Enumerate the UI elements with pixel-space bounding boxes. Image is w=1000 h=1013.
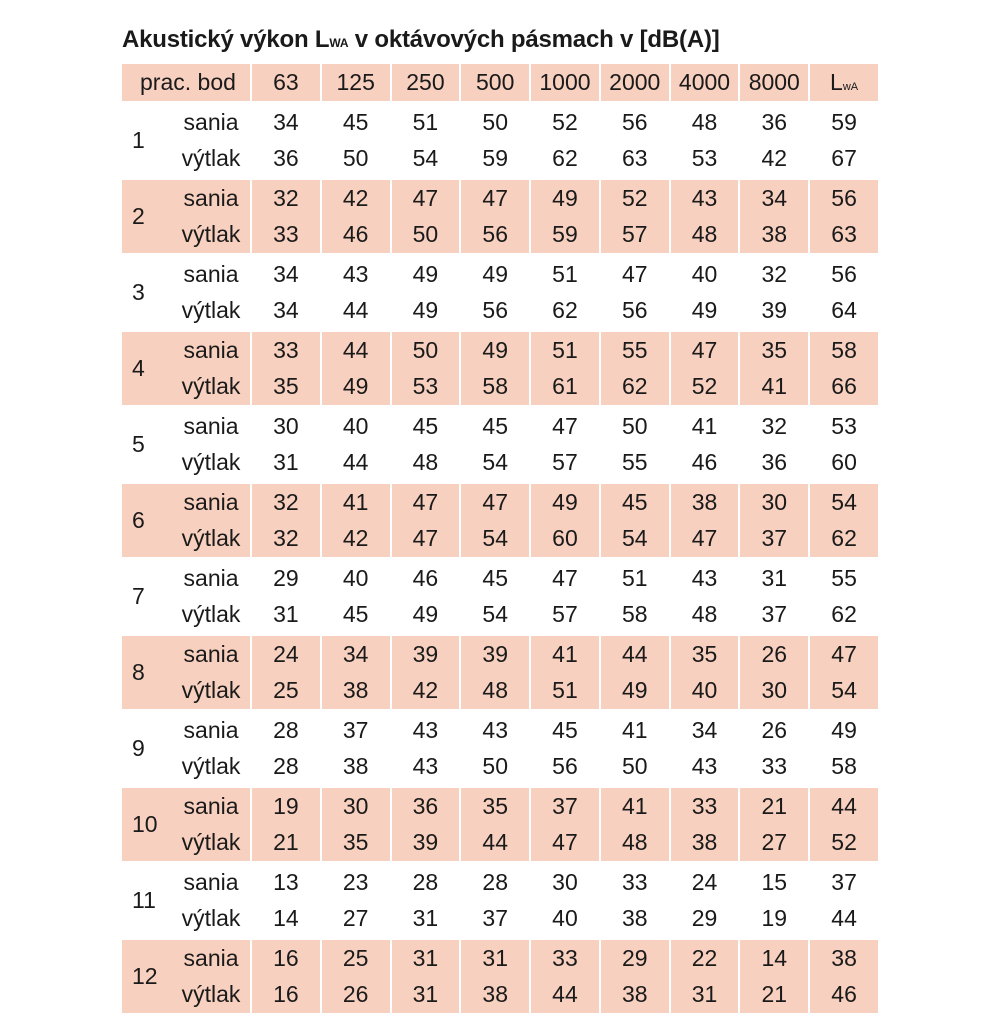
band-value-cell: 32 <box>738 408 808 445</box>
table-row-suction <box>122 332 878 369</box>
band-value-cell: 48 <box>669 104 739 141</box>
band-value-cell: 35 <box>250 369 320 406</box>
band-value-cell: 21 <box>738 977 808 1013</box>
column-header-band: 500 <box>459 64 529 101</box>
band-value-cell: 41 <box>320 484 390 521</box>
band-value-cell: 47 <box>669 332 739 369</box>
band-value-cell: 52 <box>599 180 669 217</box>
band-value-cell: 36 <box>390 788 460 825</box>
band-value-cell: 50 <box>599 749 669 786</box>
operating-point-number: 1 <box>122 104 172 177</box>
band-value-cell: 43 <box>669 560 739 597</box>
band-value-cell: 53 <box>390 369 460 406</box>
band-value-cell: 42 <box>390 673 460 710</box>
band-value-cell: 21 <box>738 788 808 825</box>
suction-label: sania <box>172 408 250 445</box>
band-value-cell: 43 <box>320 256 390 293</box>
band-value-cell: 16 <box>250 940 320 977</box>
band-value-cell: 43 <box>390 712 460 749</box>
table-row-suction <box>122 864 878 901</box>
table-row-discharge <box>122 445 878 482</box>
table-row-suction <box>122 560 878 597</box>
discharge-label: výtlak <box>172 977 250 1013</box>
band-value-cell: 34 <box>250 293 320 330</box>
band-value-cell: 43 <box>669 180 739 217</box>
band-value-cell: 22 <box>669 940 739 977</box>
band-value-cell: 57 <box>599 217 669 254</box>
band-value-cell: 39 <box>390 636 460 673</box>
table-row-discharge <box>122 141 878 178</box>
band-value-cell: 51 <box>529 673 599 710</box>
band-value-cell: 46 <box>320 217 390 254</box>
table-row-suction <box>122 408 878 445</box>
band-value-cell: 54 <box>599 521 669 558</box>
band-value-cell: 50 <box>459 104 529 141</box>
table-row-discharge <box>122 521 878 558</box>
band-value-cell: 49 <box>459 256 529 293</box>
band-value-cell: 51 <box>390 104 460 141</box>
table-row-suction <box>122 636 878 673</box>
band-value-cell: 28 <box>459 864 529 901</box>
title-subscript: WA <box>329 36 348 50</box>
table-row-suction <box>122 712 878 749</box>
operating-point-number: 8 <box>122 636 172 709</box>
band-value-cell: 47 <box>390 180 460 217</box>
band-value-cell: 47 <box>529 560 599 597</box>
column-header-band: 2000 <box>599 64 669 101</box>
total-value-cell: 54 <box>808 673 878 710</box>
band-value-cell: 32 <box>250 180 320 217</box>
suction-label: sania <box>172 180 250 217</box>
band-value-cell: 49 <box>529 484 599 521</box>
band-value-cell: 31 <box>390 901 460 938</box>
band-value-cell: 29 <box>250 560 320 597</box>
band-value-cell: 36 <box>738 445 808 482</box>
band-value-cell: 37 <box>738 597 808 634</box>
band-value-cell: 48 <box>669 217 739 254</box>
band-value-cell: 44 <box>599 636 669 673</box>
band-value-cell: 14 <box>250 901 320 938</box>
suction-label: sania <box>172 484 250 521</box>
suction-label: sania <box>172 256 250 293</box>
band-value-cell: 39 <box>390 825 460 862</box>
band-value-cell: 31 <box>738 560 808 597</box>
band-value-cell: 52 <box>529 104 599 141</box>
band-value-cell: 45 <box>320 104 390 141</box>
operating-point-number: 7 <box>122 560 172 633</box>
band-value-cell: 40 <box>320 408 390 445</box>
total-value-cell: 64 <box>808 293 878 330</box>
band-value-cell: 40 <box>669 673 739 710</box>
band-value-cell: 42 <box>738 141 808 178</box>
band-value-cell: 38 <box>669 825 739 862</box>
band-value-cell: 57 <box>529 597 599 634</box>
band-value-cell: 30 <box>320 788 390 825</box>
band-value-cell: 47 <box>390 521 460 558</box>
band-value-cell: 54 <box>390 141 460 178</box>
total-value-cell: 62 <box>808 597 878 634</box>
band-value-cell: 48 <box>390 445 460 482</box>
table-row-suction <box>122 104 878 141</box>
total-value-cell: 47 <box>808 636 878 673</box>
table-title <box>122 26 720 54</box>
band-value-cell: 54 <box>459 445 529 482</box>
band-value-cell: 58 <box>599 597 669 634</box>
total-value-cell: 60 <box>808 445 878 482</box>
band-value-cell: 32 <box>250 521 320 558</box>
band-value-cell: 34 <box>250 104 320 141</box>
band-value-cell: 56 <box>599 104 669 141</box>
total-value-cell: 58 <box>808 749 878 786</box>
band-value-cell: 47 <box>459 484 529 521</box>
suction-label: sania <box>172 332 250 369</box>
column-header-point: prac. bod <box>122 64 250 101</box>
band-value-cell: 49 <box>599 673 669 710</box>
band-value-cell: 59 <box>529 217 599 254</box>
band-value-cell: 33 <box>250 332 320 369</box>
band-value-cell: 35 <box>738 332 808 369</box>
band-value-cell: 57 <box>529 445 599 482</box>
band-value-cell: 59 <box>459 141 529 178</box>
band-value-cell: 31 <box>390 977 460 1013</box>
band-value-cell: 45 <box>459 408 529 445</box>
band-value-cell: 44 <box>459 825 529 862</box>
band-value-cell: 37 <box>459 901 529 938</box>
band-value-cell: 26 <box>738 636 808 673</box>
column-header-band: 4000 <box>669 64 739 101</box>
band-value-cell: 48 <box>459 673 529 710</box>
band-value-cell: 44 <box>320 332 390 369</box>
total-value-cell: 54 <box>808 484 878 521</box>
band-value-cell: 37 <box>320 712 390 749</box>
band-value-cell: 49 <box>529 180 599 217</box>
band-value-cell: 31 <box>250 597 320 634</box>
band-value-cell: 61 <box>529 369 599 406</box>
operating-point-number: 6 <box>122 484 172 557</box>
header-row <box>122 64 878 101</box>
band-value-cell: 40 <box>669 256 739 293</box>
suction-label: sania <box>172 788 250 825</box>
band-value-cell: 34 <box>669 712 739 749</box>
band-value-cell: 34 <box>738 180 808 217</box>
band-value-cell: 40 <box>320 560 390 597</box>
band-value-cell: 37 <box>529 788 599 825</box>
operating-point-number: 12 <box>122 940 172 1013</box>
total-value-cell: 44 <box>808 901 878 938</box>
band-value-cell: 47 <box>529 408 599 445</box>
operating-point-number: 4 <box>122 332 172 405</box>
band-value-cell: 40 <box>529 901 599 938</box>
table-row-discharge <box>122 369 878 406</box>
band-value-cell: 62 <box>529 141 599 178</box>
band-value-cell: 16 <box>250 977 320 1013</box>
discharge-label: výtlak <box>172 445 250 482</box>
table-row-discharge <box>122 217 878 254</box>
band-value-cell: 33 <box>250 217 320 254</box>
band-value-cell: 31 <box>669 977 739 1013</box>
band-value-cell: 44 <box>320 293 390 330</box>
band-value-cell: 50 <box>459 749 529 786</box>
band-value-cell: 19 <box>250 788 320 825</box>
table-row-discharge <box>122 293 878 330</box>
band-value-cell: 62 <box>529 293 599 330</box>
band-value-cell: 28 <box>390 864 460 901</box>
band-value-cell: 50 <box>390 332 460 369</box>
band-value-cell: 38 <box>599 901 669 938</box>
band-value-cell: 56 <box>529 749 599 786</box>
discharge-label: výtlak <box>172 749 250 786</box>
table-row-suction <box>122 940 878 977</box>
band-value-cell: 41 <box>599 712 669 749</box>
band-value-cell: 55 <box>599 332 669 369</box>
sound-power-table <box>122 64 878 1013</box>
band-value-cell: 35 <box>459 788 529 825</box>
title-main: Akustický výkon L <box>122 26 329 53</box>
discharge-label: výtlak <box>172 597 250 634</box>
band-value-cell: 51 <box>599 560 669 597</box>
total-value-cell: 44 <box>808 788 878 825</box>
band-value-cell: 26 <box>738 712 808 749</box>
total-value-cell: 38 <box>808 940 878 977</box>
band-value-cell: 48 <box>669 597 739 634</box>
band-value-cell: 30 <box>529 864 599 901</box>
total-value-cell: 37 <box>808 864 878 901</box>
total-subscript: wA <box>843 81 858 93</box>
band-value-cell: 39 <box>738 293 808 330</box>
total-value-cell: 63 <box>808 217 878 254</box>
operating-point-number: 9 <box>122 712 172 785</box>
band-value-cell: 47 <box>390 484 460 521</box>
band-value-cell: 49 <box>459 332 529 369</box>
band-value-cell: 47 <box>599 256 669 293</box>
band-value-cell: 53 <box>669 141 739 178</box>
discharge-label: výtlak <box>172 217 250 254</box>
band-value-cell: 43 <box>669 749 739 786</box>
operating-point-number: 2 <box>122 180 172 253</box>
suction-label: sania <box>172 940 250 977</box>
band-value-cell: 48 <box>599 825 669 862</box>
band-value-cell: 50 <box>599 408 669 445</box>
band-value-cell: 29 <box>669 901 739 938</box>
band-value-cell: 38 <box>669 484 739 521</box>
band-value-cell: 34 <box>250 256 320 293</box>
band-value-cell: 32 <box>738 256 808 293</box>
band-value-cell: 23 <box>320 864 390 901</box>
band-value-cell: 33 <box>599 864 669 901</box>
total-value-cell: 55 <box>808 560 878 597</box>
band-value-cell: 56 <box>599 293 669 330</box>
band-value-cell: 45 <box>320 597 390 634</box>
band-value-cell: 35 <box>669 636 739 673</box>
band-value-cell: 47 <box>669 521 739 558</box>
band-value-cell: 52 <box>669 369 739 406</box>
column-header-band: 1000 <box>529 64 599 101</box>
band-value-cell: 27 <box>320 901 390 938</box>
table-row-discharge <box>122 749 878 786</box>
band-value-cell: 41 <box>669 408 739 445</box>
suction-label: sania <box>172 104 250 141</box>
band-value-cell: 47 <box>529 825 599 862</box>
band-value-cell: 32 <box>250 484 320 521</box>
table-row-discharge <box>122 597 878 634</box>
table-row-discharge <box>122 901 878 938</box>
band-value-cell: 54 <box>459 597 529 634</box>
band-value-cell: 33 <box>738 749 808 786</box>
table-row-discharge <box>122 977 878 1013</box>
total-value-cell: 56 <box>808 180 878 217</box>
band-value-cell: 49 <box>390 597 460 634</box>
column-header-band: 8000 <box>738 64 808 101</box>
band-value-cell: 41 <box>599 788 669 825</box>
total-value-cell: 46 <box>808 977 878 1013</box>
band-value-cell: 39 <box>459 636 529 673</box>
band-value-cell: 49 <box>390 256 460 293</box>
band-value-cell: 56 <box>459 217 529 254</box>
discharge-label: výtlak <box>172 901 250 938</box>
total-value-cell: 62 <box>808 521 878 558</box>
band-value-cell: 25 <box>250 673 320 710</box>
total-value-cell: 66 <box>808 369 878 406</box>
discharge-label: výtlak <box>172 369 250 406</box>
band-value-cell: 36 <box>250 141 320 178</box>
band-value-cell: 24 <box>669 864 739 901</box>
band-value-cell: 51 <box>529 256 599 293</box>
band-value-cell: 34 <box>320 636 390 673</box>
band-value-cell: 38 <box>459 977 529 1013</box>
band-value-cell: 44 <box>529 977 599 1013</box>
band-value-cell: 24 <box>250 636 320 673</box>
band-value-cell: 62 <box>599 369 669 406</box>
band-value-cell: 38 <box>320 673 390 710</box>
band-value-cell: 58 <box>459 369 529 406</box>
band-value-cell: 44 <box>320 445 390 482</box>
operating-point-number: 10 <box>122 788 172 861</box>
discharge-label: výtlak <box>172 825 250 862</box>
band-value-cell: 13 <box>250 864 320 901</box>
band-value-cell: 29 <box>599 940 669 977</box>
discharge-label: výtlak <box>172 293 250 330</box>
band-value-cell: 43 <box>459 712 529 749</box>
table-row-discharge <box>122 825 878 862</box>
band-value-cell: 35 <box>320 825 390 862</box>
band-value-cell: 50 <box>390 217 460 254</box>
band-value-cell: 49 <box>390 293 460 330</box>
band-value-cell: 38 <box>320 749 390 786</box>
band-value-cell: 30 <box>738 484 808 521</box>
band-value-cell: 54 <box>459 521 529 558</box>
table-row-suction <box>122 180 878 217</box>
total-value-cell: 49 <box>808 712 878 749</box>
band-value-cell: 25 <box>320 940 390 977</box>
band-value-cell: 45 <box>599 484 669 521</box>
column-header-band: 63 <box>250 64 320 101</box>
title-rest: v oktávových pásmach v [dB(A)] <box>348 26 719 53</box>
total-value-cell: 56 <box>808 256 878 293</box>
operating-point-number: 11 <box>122 864 172 937</box>
band-value-cell: 45 <box>459 560 529 597</box>
band-value-cell: 31 <box>390 940 460 977</box>
band-value-cell: 19 <box>738 901 808 938</box>
band-value-cell: 36 <box>738 104 808 141</box>
table-row-suction <box>122 788 878 825</box>
suction-label: sania <box>172 864 250 901</box>
band-value-cell: 41 <box>529 636 599 673</box>
band-value-cell: 28 <box>250 749 320 786</box>
band-value-cell: 55 <box>599 445 669 482</box>
total-value-cell: 58 <box>808 332 878 369</box>
band-value-cell: 28 <box>250 712 320 749</box>
band-value-cell: 38 <box>599 977 669 1013</box>
band-value-cell: 26 <box>320 977 390 1013</box>
band-value-cell: 46 <box>669 445 739 482</box>
discharge-label: výtlak <box>172 521 250 558</box>
band-value-cell: 31 <box>250 445 320 482</box>
suction-label: sania <box>172 636 250 673</box>
band-value-cell: 27 <box>738 825 808 862</box>
total-value-cell: 53 <box>808 408 878 445</box>
column-header-total <box>808 64 878 101</box>
band-value-cell: 60 <box>529 521 599 558</box>
band-value-cell: 47 <box>459 180 529 217</box>
total-value-cell: 67 <box>808 141 878 178</box>
band-value-cell: 21 <box>250 825 320 862</box>
band-value-cell: 46 <box>390 560 460 597</box>
column-header-band: 250 <box>390 64 460 101</box>
band-value-cell: 33 <box>529 940 599 977</box>
table-body <box>122 104 878 1013</box>
operating-point-number: 5 <box>122 408 172 481</box>
band-value-cell: 45 <box>529 712 599 749</box>
column-header-band: 125 <box>320 64 390 101</box>
operating-point-number: 3 <box>122 256 172 329</box>
band-value-cell: 41 <box>738 369 808 406</box>
total-value-cell: 59 <box>808 104 878 141</box>
band-value-cell: 51 <box>529 332 599 369</box>
band-value-cell: 38 <box>738 217 808 254</box>
band-value-cell: 49 <box>320 369 390 406</box>
total-value-cell: 52 <box>808 825 878 862</box>
band-value-cell: 42 <box>320 180 390 217</box>
band-value-cell: 30 <box>738 673 808 710</box>
band-value-cell: 56 <box>459 293 529 330</box>
band-value-cell: 33 <box>669 788 739 825</box>
suction-label: sania <box>172 560 250 597</box>
band-value-cell: 63 <box>599 141 669 178</box>
band-value-cell: 31 <box>459 940 529 977</box>
band-value-cell: 37 <box>738 521 808 558</box>
discharge-label: výtlak <box>172 141 250 178</box>
table-row-suction <box>122 484 878 521</box>
total-label: L <box>830 69 843 95</box>
band-value-cell: 49 <box>669 293 739 330</box>
band-value-cell: 14 <box>738 940 808 977</box>
band-value-cell: 30 <box>250 408 320 445</box>
suction-label: sania <box>172 712 250 749</box>
band-value-cell: 50 <box>320 141 390 178</box>
table-row-discharge <box>122 673 878 710</box>
band-value-cell: 45 <box>390 408 460 445</box>
band-value-cell: 43 <box>390 749 460 786</box>
discharge-label: výtlak <box>172 673 250 710</box>
table-row-suction <box>122 256 878 293</box>
band-value-cell: 42 <box>320 521 390 558</box>
band-value-cell: 15 <box>738 864 808 901</box>
